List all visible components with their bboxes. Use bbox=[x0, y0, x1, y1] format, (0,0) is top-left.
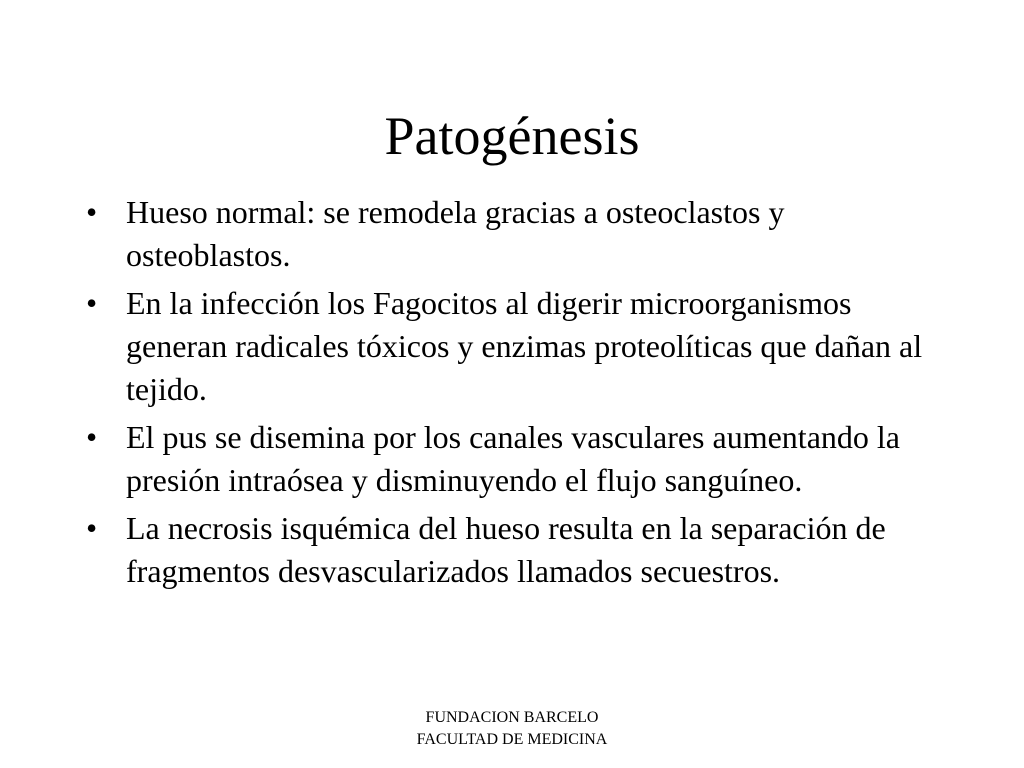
bullet-list bbox=[86, 191, 926, 598]
bullet-text: La necrosis isquémica del hueso resulta en la separación de fragmentos desvascularizados llamados secuestros. bbox=[126, 510, 886, 589]
bullet-item bbox=[86, 416, 926, 502]
bullet-item bbox=[86, 507, 926, 593]
footer-faculty: FACULTAD DE MEDICINA bbox=[416, 731, 608, 748]
bullet-item bbox=[86, 282, 926, 411]
slide-footer bbox=[0, 707, 1024, 751]
bullet-text: Hueso normal: se remodela gracias a osteoclastos y osteoblastos. bbox=[126, 194, 785, 273]
bullet-item bbox=[86, 191, 926, 277]
bullet-text: En la infección los Fagocitos al digerir microorganismos generan radicales tóxicos y enzimas proteolíticas que dañan al tejido. bbox=[126, 285, 923, 407]
bullet-marker: • bbox=[86, 285, 98, 321]
slide-title: Patogénesis bbox=[384, 106, 640, 166]
footer-institution: FUNDACION BARCELO bbox=[425, 709, 599, 726]
bullet-marker: • bbox=[86, 510, 98, 546]
bullet-text: El pus se disemina por los canales vasculares aumentando la presión intraósea y disminuyendo el flujo sanguíneo. bbox=[126, 419, 900, 498]
bullet-marker: • bbox=[86, 194, 98, 230]
bullet-marker: • bbox=[86, 419, 98, 455]
